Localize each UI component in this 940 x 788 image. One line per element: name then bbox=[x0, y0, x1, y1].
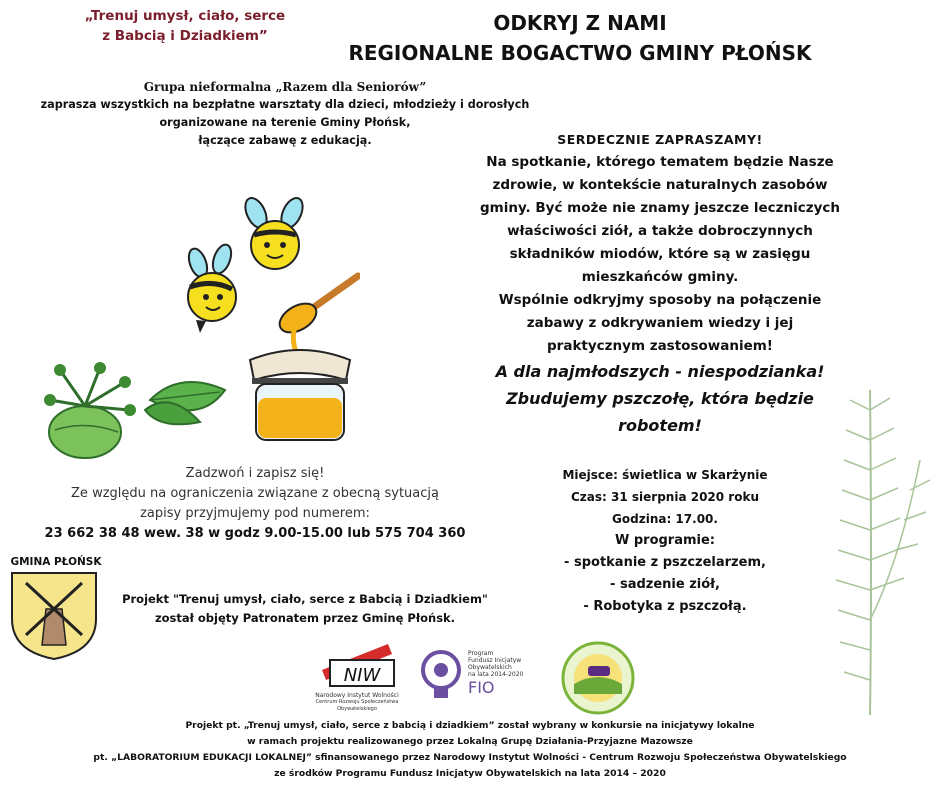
title-line-1: ODKRYJ Z NAMI bbox=[493, 11, 667, 35]
group-line-3: łączące zabawę z edukacją. bbox=[198, 134, 372, 147]
fio-line-2: Fundusz Inicjatyw bbox=[468, 657, 522, 664]
page-title bbox=[300, 8, 860, 68]
niw-text: NIW bbox=[343, 665, 381, 686]
patronage-line-2: został objęty Patronatem przez Gminę Płońsk. bbox=[154, 611, 456, 625]
tagline-line-2: z Babcią i Dziadkiem” bbox=[102, 28, 268, 44]
invitation-line: Wspólnie odkryjmy sposoby na połączenie bbox=[498, 292, 822, 308]
plants-illustration bbox=[40, 360, 230, 470]
event-time: Czas: 31 sierpnia 2020 roku bbox=[571, 490, 759, 504]
footer-line-1: Projekt pt. „Trenuj umysł, ciało, serce z babcią i dziadkiem” został wybrany w konkursie na inicjatywy lokalne bbox=[185, 720, 755, 731]
group-name: Grupa nieformalna „Razem dla Seniorów” bbox=[143, 80, 427, 94]
niw-sub: Centrum Rozwoju Społeczeństwa Obywatelskiego bbox=[315, 699, 399, 712]
program-item: - sadzenie ziół, bbox=[610, 577, 720, 592]
invitation-line: właściwości ziół, a także dobroczynnych bbox=[507, 223, 813, 239]
surprise-line: robotem! bbox=[618, 416, 702, 435]
footer-line-4: ze środków Programu Fundusz Inicjatyw Obywatelskich na lata 2014 – 2020 bbox=[274, 768, 666, 779]
call-line-3: zapisy przyjmujemy pod numerem: bbox=[140, 506, 370, 521]
patronage-note bbox=[110, 590, 500, 628]
invitation-line: składników miodów, które są w zasięgu bbox=[509, 246, 811, 262]
fio-text: FIO bbox=[468, 678, 495, 697]
registration-info bbox=[40, 464, 470, 544]
program-item: - spotkanie z pszczelarzem, bbox=[564, 555, 766, 570]
gmina-emblem bbox=[6, 556, 106, 665]
bee-icon bbox=[241, 195, 307, 269]
call-line-1: Zadzwoń i zapisz się! bbox=[185, 466, 325, 481]
phone-number: 23 662 38 48 wew. 38 w godz 9.00-15.00 lub 575 704 360 bbox=[44, 526, 466, 541]
lgd-logo bbox=[560, 640, 636, 716]
event-hour: Godzina: 17.00. bbox=[612, 512, 718, 526]
group-line-2: organizowane na terenie Gminy Płońsk, bbox=[159, 116, 411, 129]
event-details bbox=[500, 464, 830, 618]
footer-line-3: pt. „LABORATORIUM EDUKACJI LOKALNEJ” sfinansowanego przez Narodowy Instytut Wolności - Centrum Rozwoju Społeczeństwa Obywatelskiego bbox=[93, 752, 847, 763]
niw-logo bbox=[312, 640, 402, 712]
fio-bulb-icon bbox=[420, 648, 462, 706]
program-item: - Robotyka z pszczołą. bbox=[583, 599, 747, 614]
invitation-line: zdrowie, w kontekście naturalnych zasobów bbox=[492, 177, 828, 193]
lgd-circle-icon bbox=[560, 640, 636, 716]
niw-caption: Narodowy Instytut Wolności bbox=[315, 692, 399, 699]
invitation-line: zabawy z odkrywaniem wiedzy i jej bbox=[526, 315, 794, 331]
title-line-2: REGIONALNE BOGACTWO GMINY PŁOŃSK bbox=[348, 41, 812, 65]
emblem-label: GMINA PŁOŃSK bbox=[10, 556, 102, 568]
invitation-line: gminy. Być może nie znamy jeszcze leczniczych bbox=[480, 200, 840, 216]
footer-line-2: w ramach projektu realizowanego przez Lokalną Grupę Działania-Przyjazne Mazowsze bbox=[247, 736, 693, 747]
niw-mark-icon bbox=[312, 640, 402, 688]
invitation-line: mieszkańców gminy. bbox=[581, 269, 739, 285]
event-place: Miejsce: świetlica w Skarżynie bbox=[562, 468, 768, 482]
leaf-icon bbox=[145, 382, 225, 424]
surprise-line: A dla najmłodszych - niespodzianka! bbox=[495, 362, 825, 381]
patronage-line-1: Projekt "Trenuj umysł, ciało, serce z Babcią i Dziadkiem" bbox=[122, 592, 488, 606]
fio-line-3: Obywatelskich bbox=[468, 664, 512, 671]
surprise-line: Zbudujemy pszczołę, która będzie bbox=[506, 389, 814, 408]
windmill-shield-icon bbox=[6, 569, 102, 661]
fio-text-block bbox=[468, 650, 550, 698]
invitation bbox=[440, 128, 880, 439]
fio-line-1: Program bbox=[468, 650, 494, 657]
tagline-line-1: „Trenuj umysł, ciało, serce bbox=[84, 8, 286, 24]
invitation-heading: SERDECZNIE ZAPRASZAMY! bbox=[557, 132, 763, 147]
fio-line-4: na lata 2014-2020 bbox=[468, 671, 524, 678]
bee-icon-2 bbox=[185, 242, 236, 333]
tagline bbox=[60, 6, 310, 46]
potted-plant-icon bbox=[44, 362, 136, 458]
honey-jar-illustration bbox=[240, 270, 360, 450]
invitation-line: Na spotkanie, którego tematem będzie Nasze bbox=[486, 154, 834, 170]
program-label: W programie: bbox=[614, 533, 716, 548]
invitation-line: praktycznym zastosowaniem! bbox=[547, 338, 773, 354]
group-line-1: zaprasza wszystkich na bezpłatne warsztaty dla dzieci, młodzieży i dorosłych bbox=[40, 98, 530, 111]
footer-funding bbox=[40, 718, 900, 782]
call-line-2: Ze względu na ograniczenia związane z obecną sytuacją bbox=[71, 486, 439, 501]
fio-logo bbox=[420, 648, 550, 710]
